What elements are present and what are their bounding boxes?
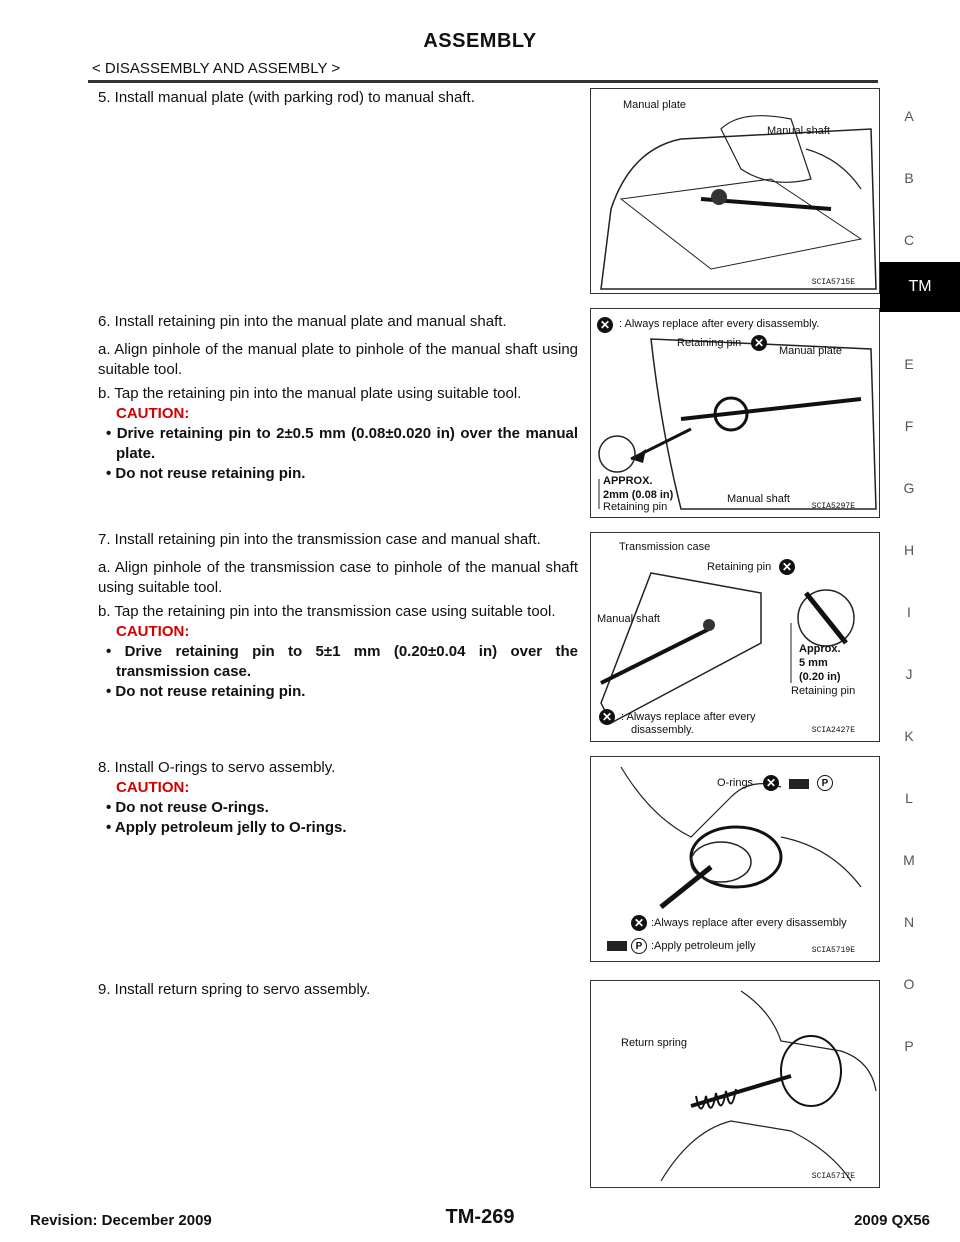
caution-item: • Do not reuse O-rings.: [106, 799, 269, 816]
label-approx: APPROX.: [603, 475, 653, 487]
replace-icon: ✕: [779, 559, 795, 575]
index-c[interactable]: C: [903, 232, 915, 248]
replace-icon: ✕: [751, 335, 767, 351]
index-f[interactable]: F: [904, 418, 914, 434]
caution-item: • Drive retaining pin to 5±1 mm (0.20±0.04 in) over the transmission case.: [106, 643, 578, 680]
note-replace: : Always replace after every disassembly.: [619, 318, 820, 330]
step-8: [98, 758, 578, 838]
petroleum-jelly-icon: [607, 941, 627, 951]
header-rule: [88, 80, 878, 83]
index-l[interactable]: L: [905, 790, 913, 806]
label-approx: Approx.: [799, 643, 841, 655]
label-manual-plate: Manual plate: [779, 345, 842, 357]
label-retaining-pin-2: Retaining pin: [603, 501, 668, 513]
index-i[interactable]: I: [907, 604, 911, 620]
figure-code: SCIA5717E: [811, 1172, 855, 1181]
caution-item: • Drive retaining pin to 2±0.5 mm (0.08±0.020 in) over the manual plate.: [106, 425, 578, 462]
replace-icon: ✕: [599, 709, 615, 725]
footer-model: 2009 QX56: [854, 1212, 930, 1229]
step-7b-text: b. Tap the retaining pin into the transmission case using suitable tool.: [98, 603, 556, 620]
index-n[interactable]: N: [903, 914, 915, 930]
label-approx-mm: 5 mm: [799, 657, 828, 669]
index-j[interactable]: J: [905, 666, 913, 682]
petroleum-jelly-icon: [789, 779, 809, 789]
index-p[interactable]: P: [904, 1038, 914, 1054]
figure-o-rings: [590, 756, 880, 962]
index-g[interactable]: G: [903, 480, 915, 496]
index-h[interactable]: H: [903, 542, 915, 558]
index-e[interactable]: E: [904, 356, 914, 372]
step-9: 9. Install return spring to servo assembly.: [98, 981, 371, 998]
step-6b: [98, 384, 578, 484]
caution-item: • Do not reuse retaining pin.: [106, 465, 306, 482]
label-retaining-pin: Retaining pin: [677, 337, 742, 349]
label-retaining-pin-2: Retaining pin: [791, 685, 856, 697]
index-a[interactable]: A: [904, 108, 914, 124]
figure-code: SCIA5715E: [811, 278, 855, 287]
step-7: 7. Install retaining pin into the transmission case and manual shaft.: [98, 531, 541, 548]
index-k[interactable]: K: [904, 728, 914, 744]
section-subtitle: < DISASSEMBLY AND ASSEMBLY >: [92, 60, 341, 77]
note-replace-1: : Always replace after every: [621, 711, 756, 723]
label-retaining-pin: Retaining pin: [707, 561, 772, 573]
label-manual-plate: Manual plate: [623, 99, 686, 111]
label-manual-shaft: Manual shaft: [597, 613, 660, 625]
caution-label: CAUTION:: [116, 405, 190, 422]
figure-retaining-pin-plate: [590, 308, 880, 518]
note-replace-2: disassembly.: [631, 724, 694, 736]
index-b[interactable]: B: [904, 170, 914, 186]
figure-code: SCIA5719E: [811, 946, 855, 955]
label-manual-shaft: Manual shaft: [727, 493, 790, 505]
petroleum-p-icon: P: [817, 775, 833, 791]
figure-retaining-pin-case: [590, 532, 880, 742]
petroleum-p-icon: P: [631, 938, 647, 954]
index-m[interactable]: M: [903, 852, 915, 868]
caution-item: • Do not reuse retaining pin.: [106, 683, 306, 700]
step-7b: [98, 602, 578, 702]
figure-code: SCIA2427E: [811, 726, 855, 735]
label-transmission-case: Transmission case: [619, 541, 711, 553]
figure-code: SCIA5297E: [811, 502, 855, 511]
label-o-rings: O-rings: [717, 777, 754, 789]
note-petroleum: :Apply petroleum jelly: [651, 940, 756, 952]
step-6a: a. Align pinhole of the manual plate to pinhole of the manual shaft using suitable tool.: [98, 341, 578, 378]
replace-icon: ✕: [597, 317, 613, 333]
label-approx-value: 2mm (0.08 in): [603, 489, 674, 501]
label-return-spring: Return spring: [621, 1037, 688, 1049]
figure-manual-plate: [590, 88, 880, 294]
page-number: TM-269: [445, 1206, 515, 1228]
figure-5-illustration: [591, 981, 879, 1187]
figure-return-spring: [590, 980, 880, 1188]
index-o[interactable]: O: [903, 976, 915, 992]
page-title: ASSEMBLY: [423, 30, 537, 52]
caution-label: CAUTION:: [116, 623, 190, 640]
caution-item: • Apply petroleum jelly to O-rings.: [106, 819, 347, 836]
step-6b-text: b. Tap the retaining pin into the manual plate using suitable tool.: [98, 385, 522, 402]
figure-1-illustration: [591, 89, 879, 293]
label-manual-shaft: Manual shaft: [767, 125, 830, 137]
caution-label: CAUTION:: [116, 779, 190, 796]
label-approx-in: (0.20 in): [799, 671, 841, 683]
footer-revision: Revision: December 2009: [30, 1212, 212, 1229]
replace-icon: ✕: [631, 915, 647, 931]
note-replace: :Always replace after every disassembly: [651, 917, 847, 929]
step-5: 5. Install manual plate (with parking rod) to manual shaft.: [98, 89, 475, 106]
step-8-text: 8. Install O-rings to servo assembly.: [98, 759, 336, 776]
step-7a: a. Align pinhole of the transmission case to pinhole of the manual shaft using suitable tool.: [98, 559, 578, 596]
replace-icon: ✕: [763, 775, 779, 791]
step-6: 6. Install retaining pin into the manual plate and manual shaft.: [98, 313, 507, 330]
index-tm-active[interactable]: TM: [880, 262, 960, 312]
